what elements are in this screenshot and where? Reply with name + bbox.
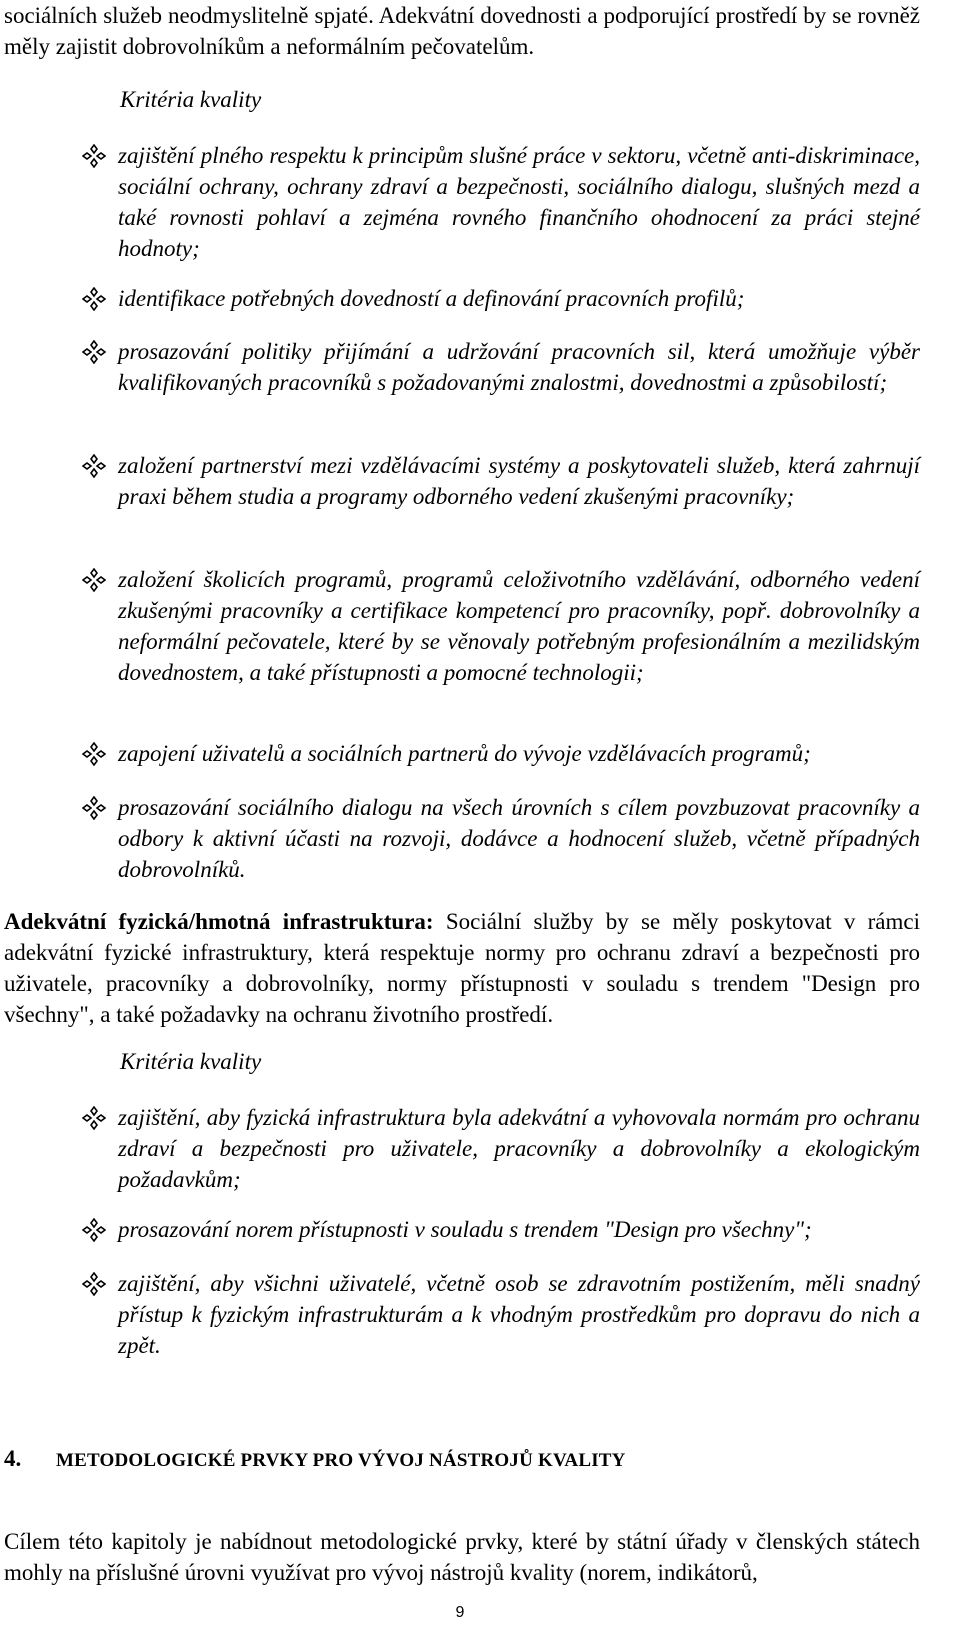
list-item-text: založení partnerství mezi vzdělávacími systémy a poskytovateli služeb, která zahrnují praxi během studia a programy odborného vedení zkušenými pracovníky;: [118, 453, 920, 509]
list-item: [82, 1214, 920, 1245]
list-item: [82, 792, 920, 885]
list-item: [82, 450, 920, 512]
list-item-text: prosazování politiky přijímání a udržování pracovních sil, která umožňuje výběr kvalifikovaných pracovníků s požadovanými znalostmi, dovednostmi a způsobilostí;: [118, 339, 920, 395]
list-item-text: prosazování norem přístupnosti v souladu s trendem "Design pro všechny";: [118, 1217, 812, 1242]
list-item: [82, 140, 920, 264]
infrastructure-label: Adekvátní fyzická/hmotná infrastruktura:: [4, 909, 434, 934]
chapter-number: 4.: [4, 1446, 22, 1471]
list-item: [82, 336, 920, 398]
list-item-text: založení školicích programů, programů celoživotního vzdělávání, odborného vedení zkušenými pracovníky a certifikace kompetencí pro pracovníky, popř. dobrovolníky a neformální pečovatele, které by se věnovaly potřebným profesionálním a mezilidským dovednostem, a také přístupnosti a pomocné technologii;: [118, 567, 920, 685]
list-item-text: identifikace potřebných dovedností a definování pracovních profilů;: [118, 286, 745, 311]
criteria-heading-1: Kritéria kvality: [120, 87, 262, 112]
criteria-heading-2: Kritéria kvality: [120, 1049, 262, 1074]
list-item: [82, 738, 920, 769]
list-item: [82, 564, 920, 688]
four-diamond-bullet-icon: [82, 336, 118, 398]
list-item-text: zapojení uživatelů a sociálních partnerů do vývoje vzdělávacích programů;: [118, 741, 811, 766]
list-item-text: zajištění, aby všichni uživatelé, včetně osob se zdravotním postižením, měli snadný přístup k fyzickým infrastrukturám a k vhodným prostředkům pro dopravu do nich a zpět.: [118, 1271, 920, 1358]
four-diamond-bullet-icon: [82, 1102, 118, 1195]
list-item: [82, 1102, 920, 1195]
list-item: [82, 1268, 920, 1361]
four-diamond-bullet-icon: [82, 792, 118, 885]
four-diamond-bullet-icon: [82, 140, 118, 264]
list-item-text: zajištění plného respektu k principům slušné práce v sektoru, včetně anti-diskriminace, sociální ochrany, ochrany zdraví a bezpečnosti, sociálního dialogu, slušných mezd a také rovnosti pohlaví a zejména rovného finančního ohodnocení za práci stejné hodnoty;: [118, 143, 920, 261]
infrastructure-paragraph: [4, 906, 920, 1030]
list-item-text: prosazování sociálního dialogu na všech úrovních s cílem povzbuzovat pracovníky a odbory k aktivní účasti na rozvoji, dodávce a hodnocení služeb, včetně případných dobrovolníků.: [118, 795, 920, 882]
intro-paragraph: sociálních služeb neodmyslitelně spjaté. Adekvátní dovednosti a podporující prostředí by se rovněž měly zajistit dobrovolníkům a neformálním pečovatelům.: [4, 3, 920, 59]
four-diamond-bullet-icon: [82, 450, 118, 512]
four-diamond-bullet-icon: [82, 1214, 118, 1245]
list-item-text: zajištění, aby fyzická infrastruktura byla adekvátní a vyhovovala normám pro ochranu zdraví a bezpečnosti pro uživatele, pracovníky a dobrovolníky a ekologickým požadavkům;: [118, 1105, 920, 1192]
four-diamond-bullet-icon: [82, 1268, 118, 1361]
four-diamond-bullet-icon: [82, 564, 118, 688]
chapter-paragraph: Cílem této kapitoly je nabídnout metodologické prvky, které by státní úřady v členských státech mohly na příslušné úrovni využívat pro vývoj nástrojů kvality (norem, indikátorů,: [4, 1529, 920, 1585]
chapter-heading: [4, 1446, 626, 1472]
chapter-title: METODOLOGICKÉ PRVKY PRO VÝVOJ NÁSTROJŮ KVALITY: [56, 1450, 626, 1471]
four-diamond-bullet-icon: [82, 283, 118, 314]
infrastructure-text: Sociální služby by se měly poskytovat v rámci adekvátní fyzické infrastruktury, která respektuje normy pro ochranu zdraví a bezpečnosti pro uživatele, pracovníky a dobrovolníky, normy přístupnosti v souladu s trendem "Design pro všechny", a také požadavky na ochranu životního prostředí.: [4, 909, 921, 1027]
page-number: 9: [455, 1604, 465, 1621]
four-diamond-bullet-icon: [82, 738, 118, 769]
list-item: [82, 283, 920, 314]
